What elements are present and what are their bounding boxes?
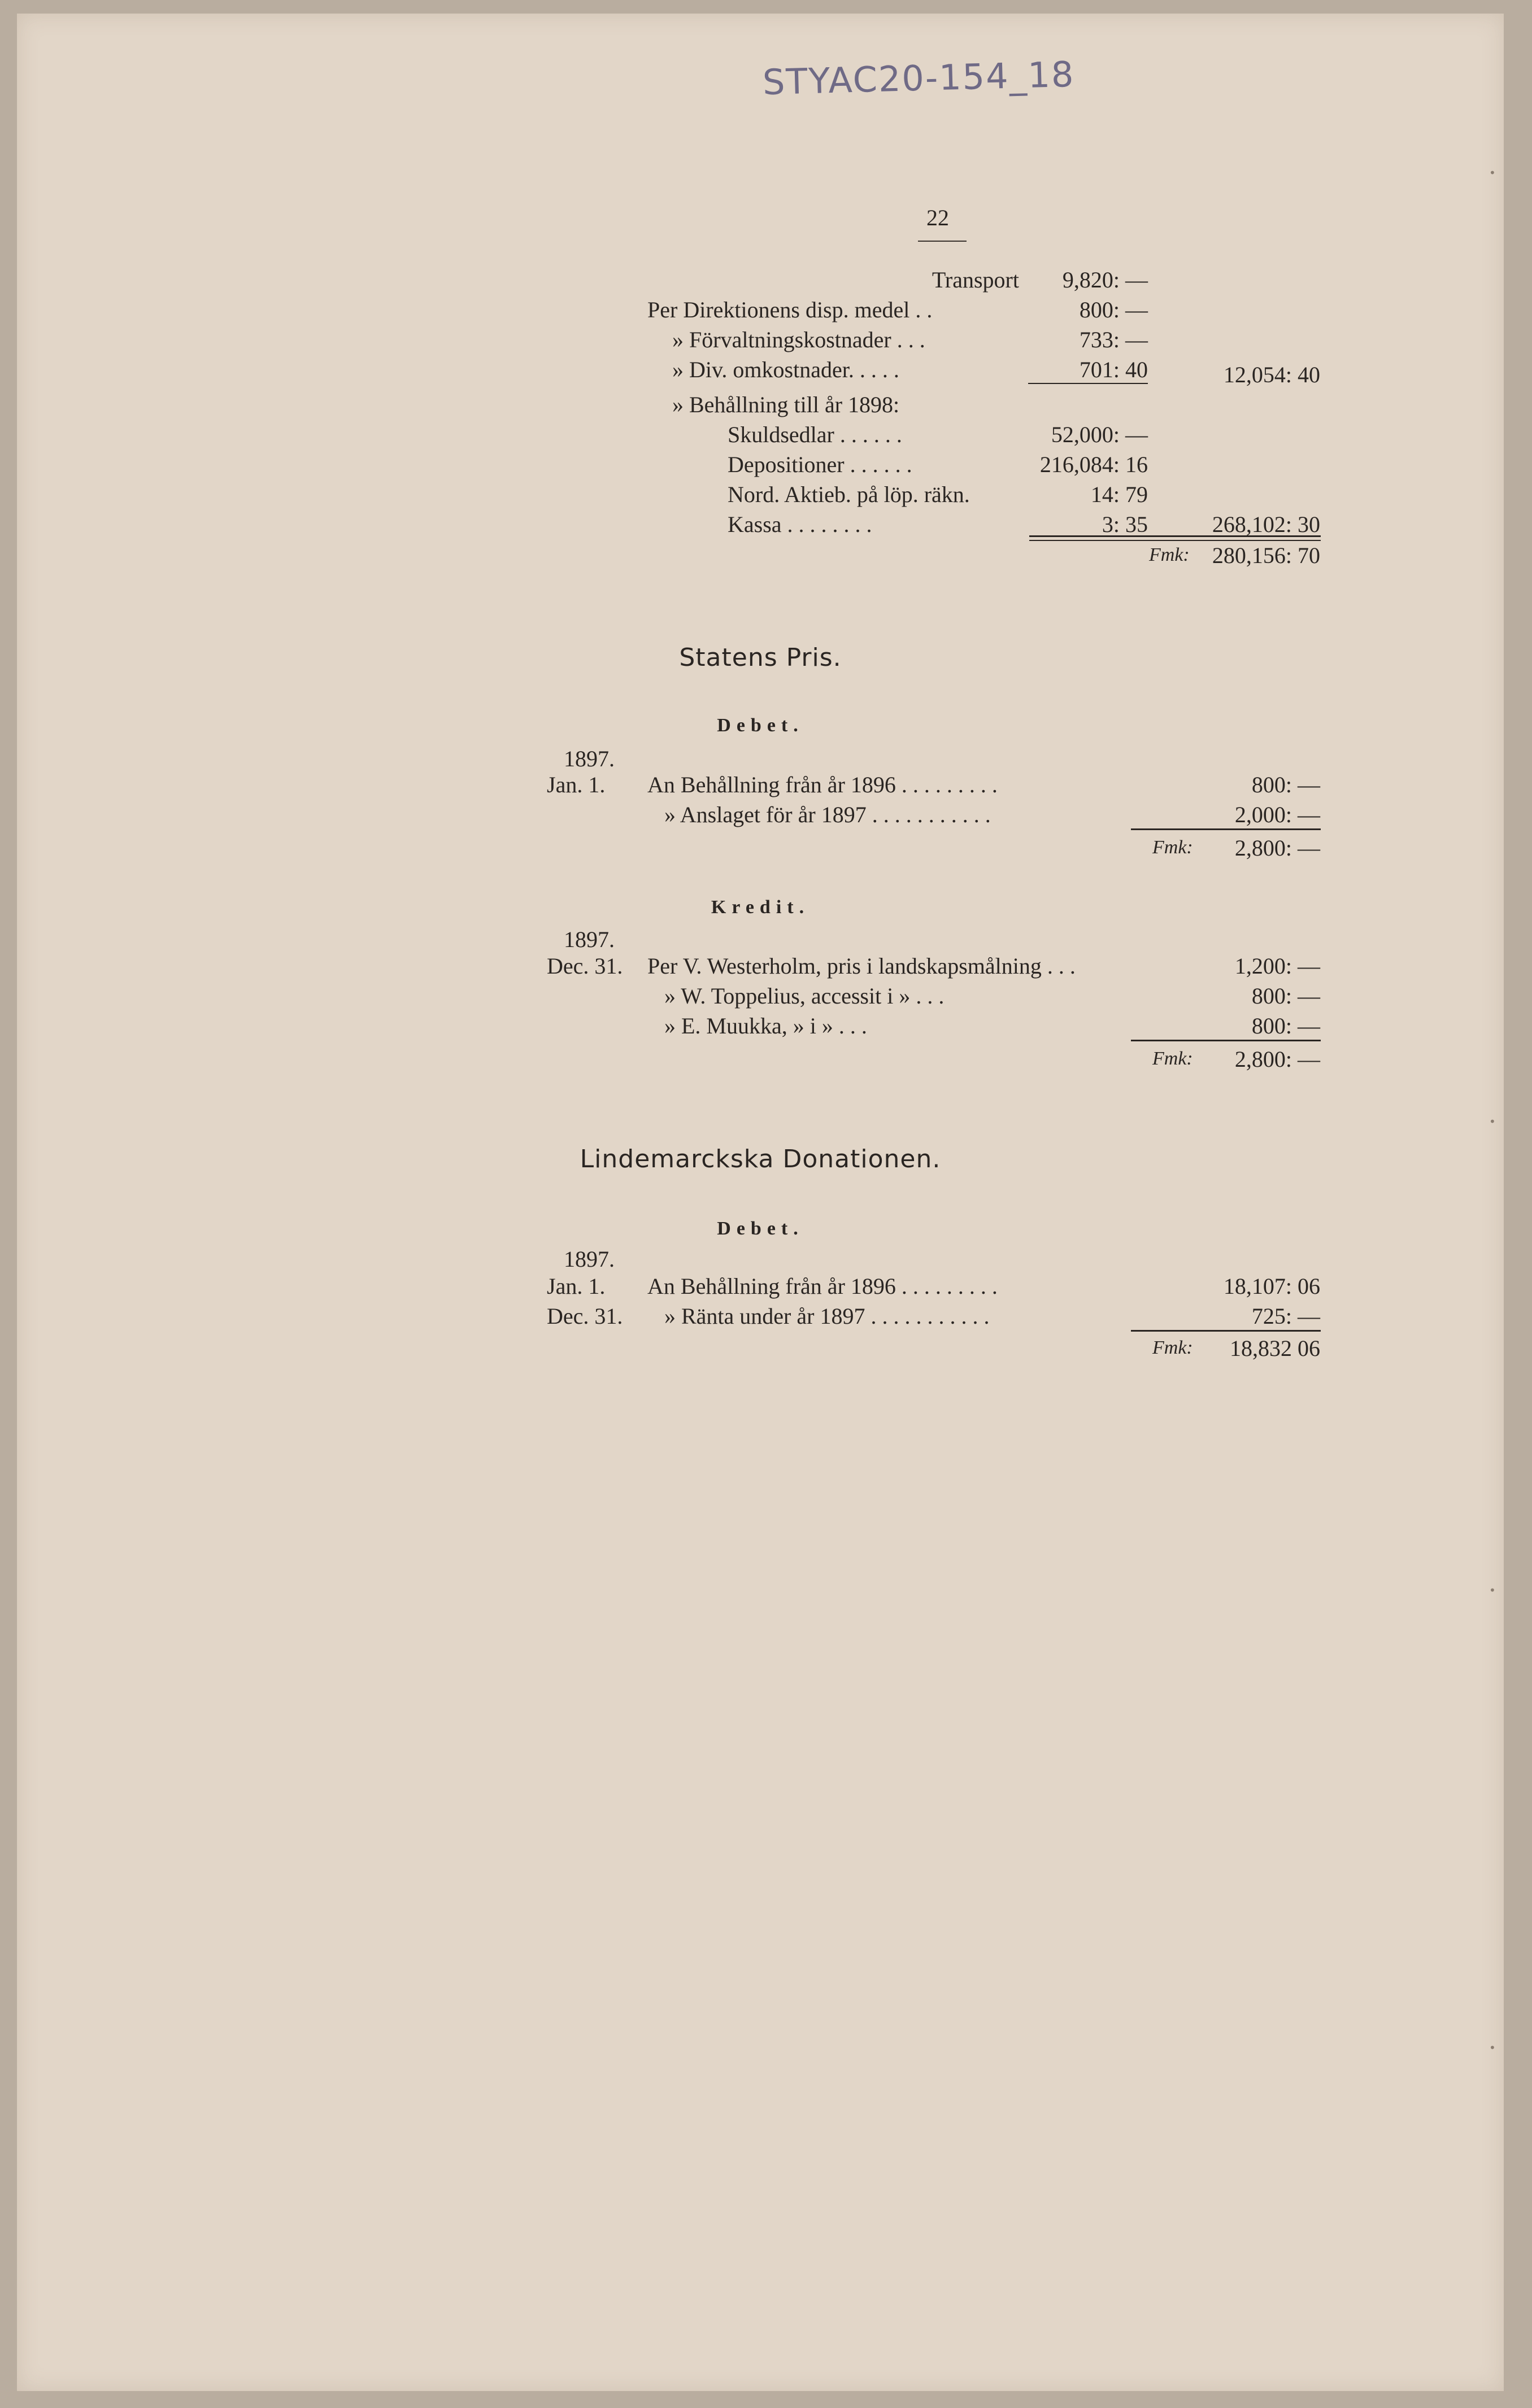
year-label: 1897. (564, 927, 615, 952)
ledger-total: 12,054: 40 (1223, 362, 1320, 387)
margin-mark: • (1489, 1583, 1496, 1597)
entry-text: » Ränta under år 1897 . . . . . . . . . . . (664, 1303, 990, 1329)
section-title-lindemarckska: Lindemarckska Donationen. (580, 1145, 941, 1174)
ledger-grand-total: 280,156: 70 (1212, 543, 1320, 568)
entry-amount: 1,200: — (1234, 953, 1320, 979)
ledger-amount: 3: 35 (1102, 512, 1148, 537)
entry-amount: 800: — (1251, 1013, 1320, 1039)
ledger-amount: 9,820: — (1062, 267, 1148, 293)
ledger-label: » Förvaltningskostnader . . . (672, 327, 925, 352)
ledger-amount: 14: 79 (1090, 482, 1148, 507)
ledger-amount: 800: — (1079, 297, 1148, 322)
currency-label: Fmk: (1152, 837, 1193, 858)
currency-label: Fmk: (1149, 544, 1190, 565)
ledger-amount: 733: — (1079, 327, 1148, 352)
entry-date: Dec. 31. (547, 953, 623, 979)
ledger-amount: 52,000: — (1051, 422, 1148, 447)
year-label: 1897. (564, 746, 615, 771)
currency-label: Fmk: (1152, 1337, 1193, 1358)
ledger-label: » Behållning till år 1898: (672, 392, 900, 417)
total-rule-second (1029, 540, 1321, 541)
ledger-total: 268,102: 30 (1212, 512, 1320, 537)
entry-text: An Behållning från år 1896 . . . . . . . . . (647, 1273, 998, 1299)
sum-amount: 2,800: — (1234, 1046, 1320, 1072)
total-rule (1029, 535, 1321, 537)
sum-amount: 18,832 06 (1230, 1336, 1320, 1361)
ledger-label: Skuldsedlar . . . . . . (728, 422, 902, 447)
entry-amount: 18,107: 06 (1223, 1273, 1320, 1299)
entry-text: » E. Muukka, » i » . . . (664, 1013, 867, 1039)
entry-text: Per V. Westerholm, pris i landskapsmålning . . . (647, 953, 1076, 979)
entry-amount: 800: — (1251, 983, 1320, 1009)
year-label: 1897. (564, 1246, 615, 1272)
sum-amount: 2,800: — (1234, 835, 1320, 861)
debet-heading: Debet. (717, 715, 804, 736)
ledger-label: Per Direktionens disp. medel . . (647, 297, 933, 322)
ledger-label: Kassa . . . . . . . . (728, 512, 872, 537)
sum-rule (1131, 1330, 1321, 1332)
subtotal-rule (1028, 383, 1148, 384)
entry-date: Dec. 31. (547, 1303, 623, 1329)
document-page (17, 14, 1504, 2391)
margin-mark: • (1489, 1115, 1496, 1128)
sum-rule (1131, 1040, 1321, 1041)
debet-heading: Debet. (717, 1218, 804, 1239)
margin-mark: • (1489, 2041, 1496, 2054)
entry-amount: 725: — (1251, 1303, 1320, 1329)
page-number: 22 (926, 205, 949, 230)
kredit-heading: Kredit. (711, 897, 810, 918)
currency-label: Fmk: (1152, 1048, 1193, 1069)
margin-mark: • (1489, 166, 1496, 180)
entry-date: Jan. 1. (547, 772, 606, 797)
entry-amount: 800: — (1251, 772, 1320, 797)
ledger-amount: 701: 40 (1079, 357, 1148, 382)
entry-text: » Anslaget för år 1897 . . . . . . . . . . . (664, 802, 991, 827)
sum-rule (1131, 828, 1321, 830)
section-title-statens-pris: Statens Pris. (679, 643, 842, 672)
entry-text: An Behållning från år 1896 . . . . . . . . . (647, 772, 998, 797)
entry-date: Jan. 1. (547, 1273, 606, 1299)
ledger-label: Nord. Aktieb. på löp. räkn. (728, 482, 970, 507)
ledger-amount: 216,084: 16 (1039, 452, 1148, 477)
archive-mark: STYAC20-154_18 (762, 53, 1076, 103)
ledger-label: Transport (932, 267, 1019, 293)
entry-amount: 2,000: — (1234, 802, 1320, 827)
ledger-label: » Div. omkostnader. . . . . (672, 357, 899, 382)
ledger-label: Depositioner . . . . . . (728, 452, 912, 477)
page-number-underline (918, 241, 967, 242)
entry-text: » W. Toppelius, accessit i » . . . (664, 983, 945, 1009)
